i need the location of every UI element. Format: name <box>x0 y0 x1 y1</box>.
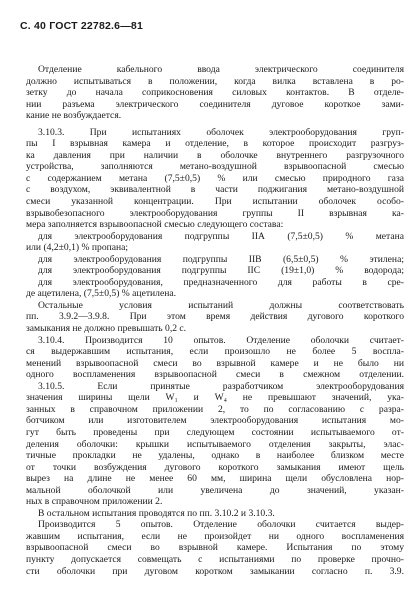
text-line: вырез на длине не менее 60 мм, ширина щели обусловлена нор- <box>26 473 404 485</box>
text-line: для электрооборудования, предназначенного для работы в сре- <box>38 276 404 288</box>
text-line: взрывоопасной смеси во взрывной камере. Испытания по этому <box>26 542 404 554</box>
text-line: менений взрывоопасной смеси во взрывной камере и не было ни <box>26 357 404 369</box>
text-line: с воздухом, эквивалентной в части поджигания метано-воздушной <box>26 184 404 196</box>
text-line: мальной оболочкой или увеличена до значений, указан- <box>26 484 404 496</box>
text-line: ка давления при наличии в оболочке внутреннего разгрузочного <box>26 149 404 161</box>
document-body <box>26 64 404 577</box>
text-line: нии разъема электрического соединителя дуговое короткое зами- <box>26 98 404 110</box>
text-line: ботчиком или изготовителем электрооборудования испытания мо- <box>26 415 404 427</box>
text-line: сти оболочки при дуговом коротком замыкании согласно п. 3.9. <box>26 565 404 577</box>
text-line: от точки возбуждения дугового короткого замыкания имеют щель <box>26 461 404 473</box>
text-line: пункту допускается совмещать с испытаниями по проверке прочно- <box>26 553 404 565</box>
text-line: с содержанием метана (7,5±0,5) % или смесью природного газа <box>26 172 404 184</box>
text-line: 3.10.3. При испытаниях оболочек электрооборудования груп- <box>38 126 404 138</box>
text-line: ных в справочном приложении 2. <box>26 496 163 508</box>
text-line: для электрооборудования подгруппы IIВ (6,5±0,5) % этилена; <box>38 253 404 265</box>
text-line: Отделение кабельного ввода электрического соединителя <box>38 64 404 75</box>
text-line: ся выдержавшим испытания, если произошло не более 5 воспла- <box>26 346 404 358</box>
text-line: или (4,2±0,1) % пропана; <box>26 242 129 254</box>
text-line: значения ширины щели W₁ и W₄ не превышают значений, ука- <box>26 392 404 404</box>
text-line: тичные прокладки не удалены, однако в наиболее близком месте <box>26 450 404 462</box>
text-line: занных в справочном приложении 2, то по согласованию с разра- <box>26 403 404 415</box>
text-line: деления оболочки: крышки испытываемого отделения закрыты, элас- <box>26 438 404 450</box>
text-line: кание не возбуждается. <box>26 110 122 122</box>
text-line: де ацетилена, (7,5±0,5) % ацетилена. <box>26 288 176 300</box>
text-line: В остальном испытания проводятся по пп. 3.10.2 и 3.10.3. <box>38 507 275 519</box>
text-line: одного воспламенения взрывоопасной смеси в смежном отделении. <box>26 369 404 381</box>
text-line: гут быть проведены при следующем состоянии испытываемого от- <box>26 426 404 438</box>
text-line: пы I взрывная камера и отделение, в которое происходит разгруз- <box>26 138 404 150</box>
text-line: мера заполняется взрывоопасной смесью следующего состава: <box>26 219 284 231</box>
text-line: жавшим испытания, если не произойдет ни одного воспламенения <box>26 530 404 542</box>
text-line: для электрооборудования подгруппы IIС (19±1,0) % водорода; <box>38 265 404 277</box>
text-line: пп. 3.9.2—3.9.8. При этом время действия дугового короткого <box>26 311 404 323</box>
text-line: взрывобезопасного электрооборудования группы II взрывная ка- <box>26 207 404 219</box>
text-line: 3.10.4. Производится 10 опытов. Отделение оболочки считает- <box>38 334 404 346</box>
text-line: смеси указанной концентрации. При испытании оболочек особо- <box>26 196 404 208</box>
text-line: Остальные условия испытаний должны соответствовать <box>38 299 404 311</box>
text-line: замыкания не должно превышать 0,2 с. <box>26 323 187 335</box>
text-line: Производится 5 опытов. Отделение оболочки считается выдер- <box>38 519 404 531</box>
text-line: устройства, заполняются метано-воздушной взрывоопасной смесью <box>26 161 404 173</box>
text-line: должно испытываться в положении, когда вилка вставлена в ро- <box>26 75 404 87</box>
text-line: 3.10.5. Если принятые разработчиком электрооборудования <box>38 380 404 392</box>
text-line: зетку до начала соприкосновения силовых контактов. В отделе- <box>26 87 404 99</box>
page-header: С. 40 ГОСТ 22782.6—81 <box>20 20 143 32</box>
text-line: для электрооборудования подгруппы IIА (7,5±0,5) % метана <box>38 230 404 242</box>
